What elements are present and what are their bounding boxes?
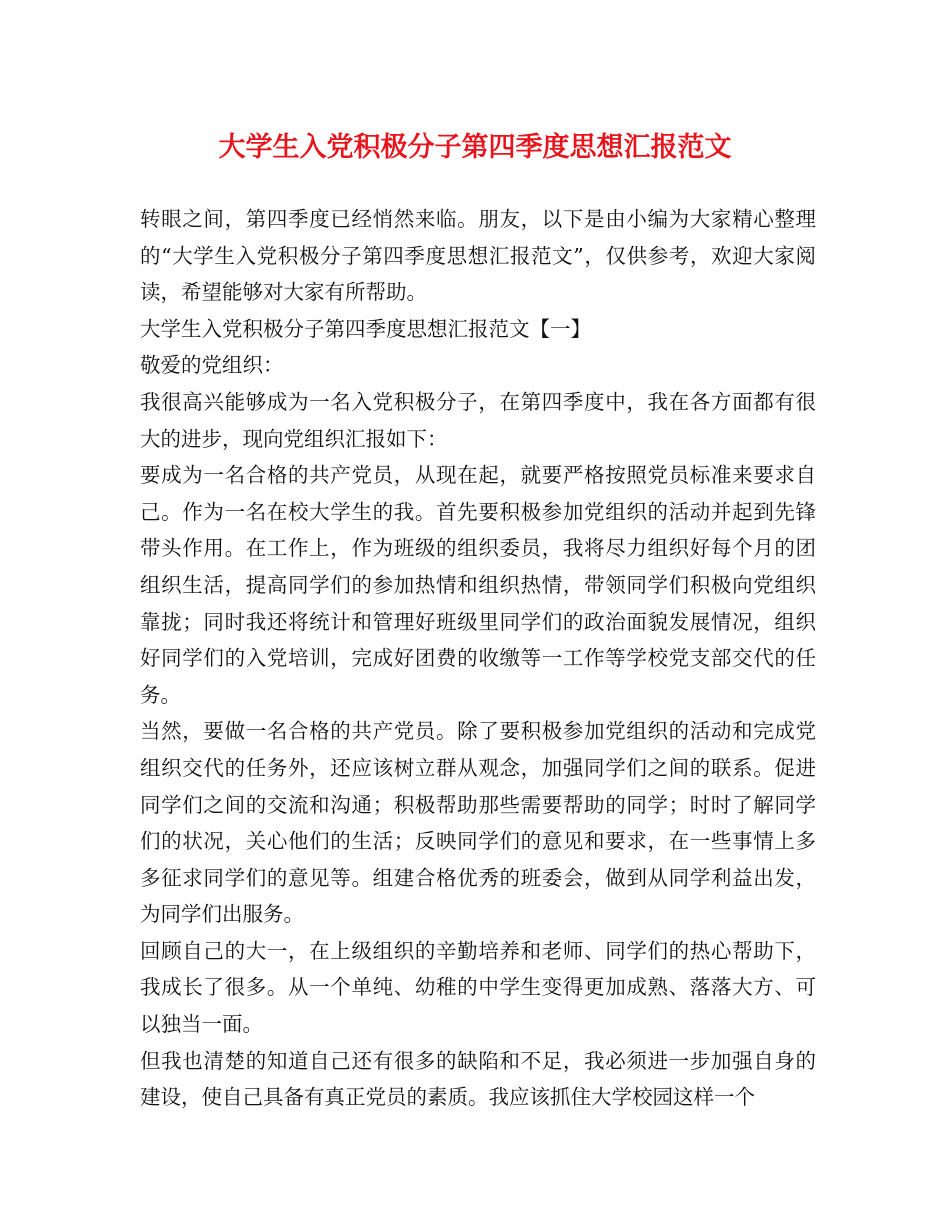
- document-title: 大学生入党积极分子第四季度思想汇报范文: [218, 132, 732, 163]
- paragraph: 但我也清楚的知道自己还有很多的缺陷和不足，我必须进一步加强自身的建设，使自己具备有真正党员的素质。我应该抓住大学校园这样一个: [140, 1048, 816, 1110]
- paragraph: 要成为一名合格的共产党员，从现在起，就要严格按照党员标准来要求自己。作为一名在校大学生的我。首先要积极参加党组织的活动并起到先锋带头作用。在工作上，作为班级的组织委员，我将尽力组织好每个月的团组织生活，提高同学们的参加热情和组织热情，带领同学们积极向党组织靠拢；同时我还将统计和管理好班级里同学们的政治面貌发展情况，组织好同学们的入党培训，完成好团费的收缴等一工作等学校党支部交代的任务。: [140, 463, 816, 707]
- salutation: 敬爱的党组织：: [140, 353, 284, 378]
- paragraph: 回顾自己的大一，在上级组织的辛勤培养和老师、同学们的热心帮助下，我成长了很多。从一个单纯、幼稚的中学生变得更加成熟、落落大方、可以独当一面。: [140, 938, 816, 1037]
- paragraph: 我很高兴能够成为一名入党积极分子，在第四季度中，我在各方面都有很大的进步，现向党组织汇报如下：: [140, 389, 816, 451]
- section-heading: 大学生入党积极分子第四季度思想汇报范文【一】: [140, 316, 591, 341]
- paragraph: 当然，要做一名合格的共产党员。除了要积极参加党组织的活动和完成党组织交代的任务外，还应该树立群从观念，加强同学们之间的联系。促进同学们之间的交流和沟通；积极帮助那些需要帮助的同学；时时了解同学们的状况，关心他们的生活；反映同学们的意见和要求，在一些事情上多多征求同学们的意见等。组建合格优秀的班委会，做到从同学利益出发，为同学们出服务。: [140, 719, 816, 927]
- paragraph-intro: 转眼之间，第四季度已经悄然来临。朋友，以下是由小编为大家精心整理的“大学生入党积极分子第四季度思想汇报范文”，仅供参考，欢迎大家阅读，希望能够对大家有所帮助。: [140, 207, 816, 305]
- document-body: [140, 201, 816, 1116]
